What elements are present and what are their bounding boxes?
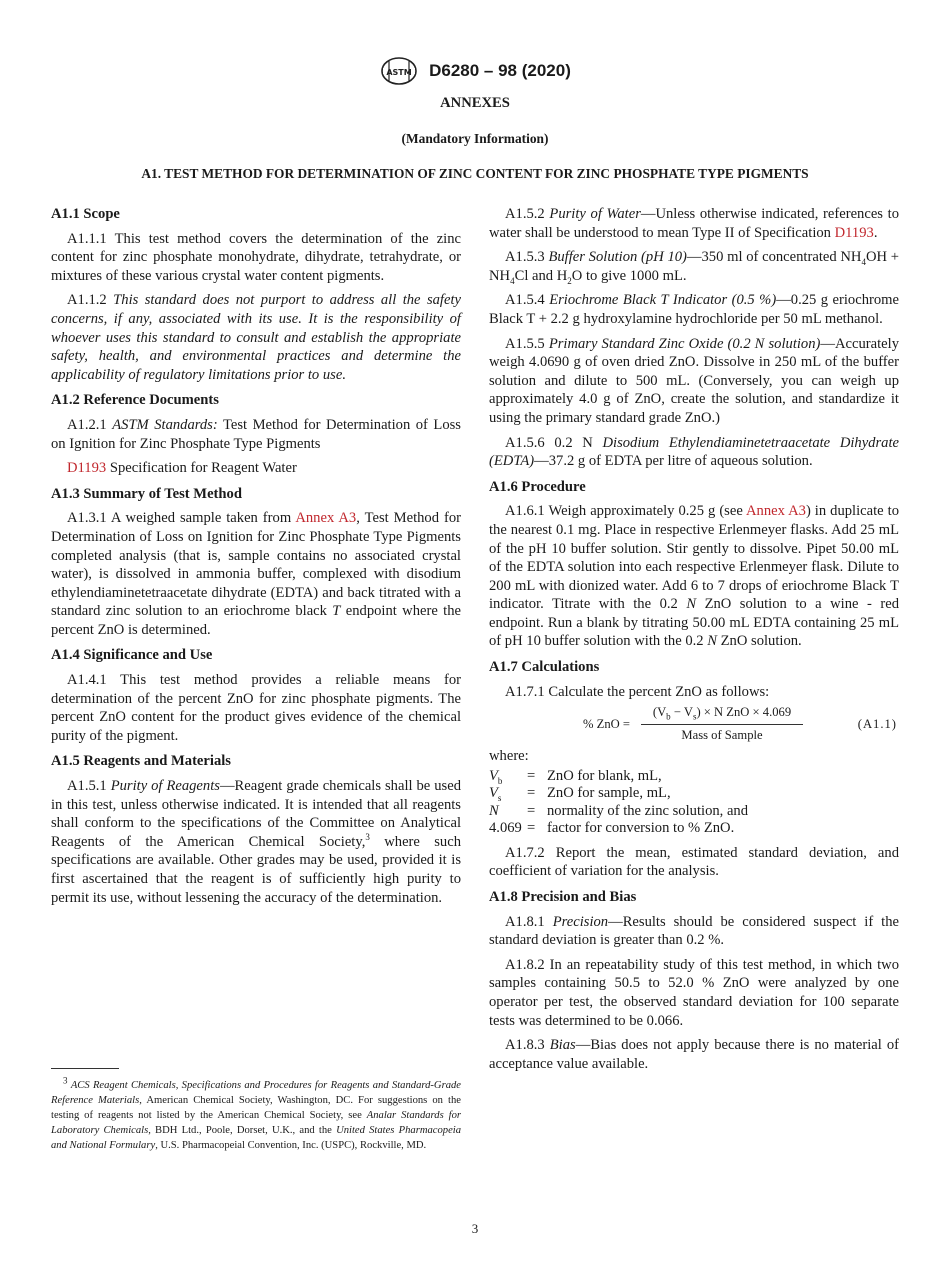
footnote-divider — [51, 1068, 119, 1069]
definition-row: $V_b$ = ZnO for blank, mL, — [489, 767, 662, 786]
paragraph: A1.5.3 Buffer Solution (pH 10)—350 ml of concentrated $NH_4OH + NH_4Cl$ and $H_2O$ to give 1000 mL. — [489, 249, 899, 286]
definition-row: 4.069 = factor for conversion to % ZnO. — [489, 820, 735, 837]
annex-a3-link[interactable]: Annex A3 — [295, 510, 357, 527]
equation-number: (A1.1) — [857, 717, 897, 732]
document-id: D6280 – 98 (2020) — [429, 61, 571, 80]
equation-fraction — [641, 703, 803, 744]
paragraph: A1.4.1 This test method provides a reliable means for determination of the percent ZnO for zinc phosphate pigments. The percent ZnO content for the product gives evidence of the chemical purity of the pigment. — [51, 672, 461, 744]
right-column — [489, 205, 899, 1079]
paragraph: A1.5.4 Eriochrome Black T Indicator (0.5 %)—0.25 g eriochrome Black T + 2.2 g hydroxylamine hydrochloride per 50 mL methanol. — [489, 292, 899, 327]
svg-text:ASTM: ASTM — [386, 68, 412, 77]
section-heading: A1.6 Procedure — [489, 478, 586, 495]
page-header — [0, 56, 950, 86]
section-heading: A1.7 Calculations — [489, 659, 600, 676]
page-number: 3 — [471, 1221, 479, 1236]
section-heading: A1.8 Precision and Bias — [489, 889, 637, 906]
d1193-link[interactable]: D1193 — [67, 460, 107, 477]
paragraph: A1.5.5 Primary Standard Zinc Oxide (0.2 N solution)—Accurately weigh 4.0690 g of oven dried ZnO. Dissolve in 250 mL of the buffer solution and dilute to 500 mL. (Conversely, you can weigh up approximately 4.0 g of ZnO, create the solution, and standardize it using the primary standard grade ZnO.) — [489, 335, 899, 426]
where-label: where: — [489, 748, 529, 765]
section-heading: A1.3 Summary of Test Method — [51, 485, 242, 502]
section-heading: A1.1 Scope — [51, 206, 120, 222]
paragraph: A1.1.2 This standard does not purport to address all the safety concerns, if any, associated with its use. It is the responsibility of whoever uses this standard to consult and establish the appropriate safety, health, and environmental practices and determine the applicability of regulatory limitations prior to use. — [51, 292, 461, 383]
equation-a1-1 — [489, 703, 899, 743]
paragraph: A1.8.2 In an repeatability study of this test method, in which two samples containing 50.5 to 52.0 % ZnO were analyzed by one operator per test, the observed standard deviation for 100 separate tests was determined to be 0.066. — [489, 956, 899, 1029]
astm-logo-icon — [379, 56, 419, 86]
section-heading: A1.5 Reagents and Materials — [51, 753, 231, 770]
equation-numerator: $(V_b - V_s) \times N$ ZnO × 4.069 — [641, 703, 803, 725]
section-heading: A1.2 Reference Documents — [51, 392, 219, 409]
definitions-table — [489, 768, 748, 838]
a1-title: A1. TEST METHOD FOR DETERMINATION OF ZINC CONTENT FOR ZINC PHOSPHATE TYPE PIGMENTS — [141, 166, 809, 181]
paragraph: A1.8.1 Precision—Results should be considered suspect if the standard deviation is greater than 0.2 %. — [489, 913, 900, 949]
annex-a3-link[interactable]: Annex A3 — [746, 503, 806, 520]
footnote: $^3$ ACS Reagent Chemicals, Specifications and Procedures for Reagents and Standard-Grade Reference Materials, American Chemical Society, Washington, DC. For suggestions on the testing of reagents not listed by the American Chemical Society, see Analar Standards for Laboratory Chemicals, BDH Ltd., Poole, Dorset, U.K., and the United States Pharmacopeia and National Formulary, U.S. Pharmacopeial Convention, Inc. (USPC), Rockville, MD. — [51, 1075, 462, 1151]
equation-denominator: Mass of Sample — [681, 727, 763, 742]
annexes-heading: ANNEXES — [440, 95, 510, 111]
definition-row: N = normality of the zinc solution, and — [489, 802, 749, 819]
d1193-link[interactable]: D1193 — [834, 224, 874, 241]
paragraph: D1193 Specification for Reagent Water — [67, 460, 297, 477]
mandatory-info-heading: (Mandatory Information) — [401, 131, 549, 146]
paragraph: A1.1.1 This test method covers the determination of the zinc content for zinc phosphate monohydrate, dihydrate, tetrahydrate, or mixtures of these various crystal water content pigments. — [51, 230, 461, 284]
paragraph: A1.5.2 Purity of Water—Unless otherwise indicated, references to water shall be understood to mean Type II of Specification D1193. — [489, 206, 899, 241]
paragraph: A1.3.1 A weighed sample taken from Annex A3, Test Method for Determination of Loss on Ignition for Zinc Phosphate Type Pigments completed analysis (that is, sample contains no associated crystal water), is dissolved in ammonia buffer, complexed with disodium ethylendiaminetetraacetate dihydrate (EDTA) and back titrated with a standard zinc solution to an eriochrome black T endpoint where the percent ZnO is determined. — [51, 510, 462, 638]
left-column — [51, 205, 461, 913]
definition-row: $V_s$ = ZnO for sample, mL, — [489, 785, 671, 804]
paragraph: A1.6.1 Weigh approximately 0.25 g (see Annex A3) in duplicate to the nearest 0.1 mg. Place in respective Erlenmeyer flasks. Add 25 mL of the pH 10 buffer solution. Stir gently to dissolve. Pipet 50.00 mL of the EDTA solution into each respective Erlenmeyer flask. Dilute to 200 mL with dionized water. Add 6 to 7 drops of eriochrome Black T indicator. Titrate with the 0.2 N ZnO solution to a wine - red endpoint. Run a blank by titrating 50.00 mL EDTA containing 25 mL of pH 10 buffer solution with the 0.2 N ZnO solution. — [489, 503, 899, 650]
paragraph: A1.7.2 Report the mean, estimated standard deviation, and coefficient of variation for the analysis. — [489, 844, 899, 880]
paragraph: A1.7.1 Calculate the percent ZnO as follows: — [505, 683, 770, 700]
equation-lhs: % ZnO = — [583, 717, 630, 732]
section-heading: A1.4 Significance and Use — [51, 647, 213, 664]
paragraph: A1.2.1 ASTM Standards: Test Method for Determination of Loss on Ignition for Zinc Phosphate Type Pigments — [51, 416, 461, 452]
paragraph: A1.5.6 0.2 N Disodium Ethylendiaminetetraacetate Dihydrate (EDTA)—37.2 g of EDTA per litre of aqueous solution. — [489, 434, 899, 470]
paragraph: A1.5.1 Purity of Reagents—Reagent grade chemicals shall be used in this test, unless otherwise indicated. It is intended that all reagents shall conform to the specifications of the Committee on Analytical Reagents of the American Chemical Society,$^3$ where such specifications are available. Other grades may be used, provided it is first ascertained that the reagent is of sufficiently high purity to permit its use, without lessening the accuracy of the determination. — [51, 778, 461, 906]
paragraph: A1.8.3 Bias—Bias does not apply because there is no material of acceptance value available. — [489, 1037, 899, 1072]
